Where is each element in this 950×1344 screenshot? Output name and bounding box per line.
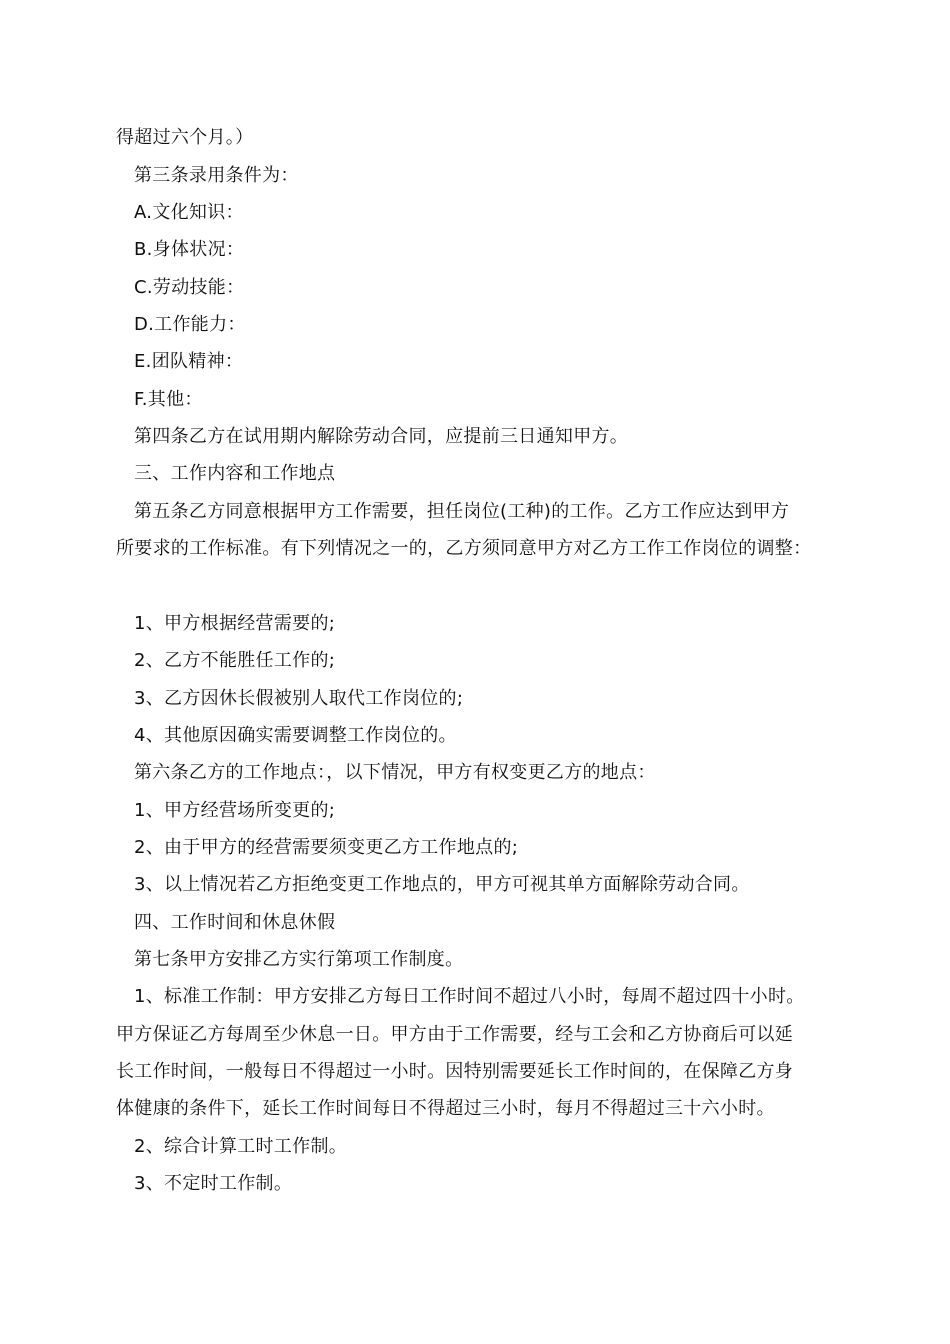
list-item: F.其他： — [134, 389, 203, 410]
paragraph-line: 甲方保证乙方每周至少休息一日。甲方由于工作需要，经与工会和乙方协商后可以延 — [116, 1024, 794, 1045]
list-item: 1、甲方经营场所变更的; — [134, 800, 336, 821]
text-line: 得超过六个月。） — [116, 127, 254, 148]
article-4-text: 第四条乙方在试用期内解除劳动合同，应提前三日通知甲方。 — [134, 426, 629, 447]
list-item: 2、综合计算工时工作制。 — [134, 1136, 348, 1157]
list-item: 3、以上情况若乙方拒绝变更工作地点的，甲方可视其单方面解除劳动合同。 — [134, 874, 750, 895]
paragraph-line: 长工作时间，一般每日不得超过一小时。因特别需要延长工作时间的，在保障乙方身 — [116, 1061, 794, 1082]
section-heading: 四、工作时间和休息休假 — [134, 912, 336, 933]
list-item: A.文化知识： — [134, 202, 244, 223]
list-item: B.身体状况： — [134, 239, 245, 260]
list-item: D.工作能力： — [134, 314, 246, 335]
list-item: 1、标准工作制：甲方安排乙方每日工作时间不超过八小时，每周不超过四十小时。 — [134, 986, 805, 1007]
article-5-text: 所要求的工作标准。有下列情况之一的，乙方须同意甲方对乙方工作工作岗位的调整： — [116, 538, 812, 559]
list-item: 2、由于甲方的经营需要须变更乙方工作地点的; — [134, 837, 519, 858]
article-6-text: 第六条乙方的工作地点：，以下情况，甲方有权变更乙方的地点： — [134, 762, 656, 783]
list-item: 1、甲方根据经营需要的; — [134, 613, 336, 634]
paragraph-line: 体健康的条件下，延长工作时间每日不得超过三小时，每月不得超过三十六小时。 — [116, 1098, 775, 1119]
article-7-text: 第七条甲方安排乙方实行第项工作制度。 — [134, 949, 464, 970]
section-heading: 三、工作内容和工作地点 — [134, 463, 336, 484]
list-item: 2、乙方不能胜任工作的; — [134, 650, 336, 671]
list-item: E.团队精神： — [134, 351, 244, 372]
list-item: 3、乙方因休长假被别人取代工作岗位的; — [134, 688, 464, 709]
list-item: C.劳动技能： — [134, 277, 245, 298]
article-3-heading: 第三条录用条件为： — [134, 165, 299, 186]
list-item: 4、其他原因确实需要调整工作岗位的。 — [134, 725, 457, 746]
list-item: 3、不定时工作制。 — [134, 1173, 293, 1194]
article-5-text: 第五条乙方同意根据甲方工作需要，担任岗位(工种)的工作。乙方工作应达到甲方 — [134, 501, 790, 522]
